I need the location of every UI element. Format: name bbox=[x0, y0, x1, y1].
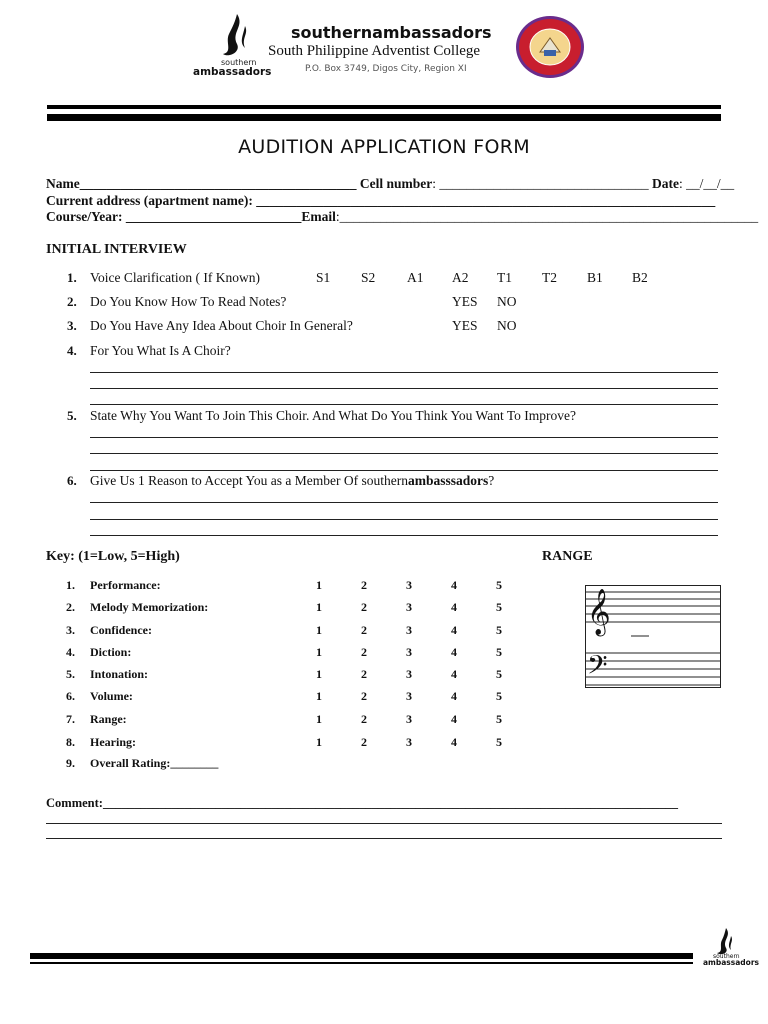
rating-option[interactable]: 5 bbox=[496, 623, 502, 637]
college-seal-icon bbox=[514, 14, 586, 80]
rating-option[interactable]: 2 bbox=[361, 623, 367, 637]
rating-label: Performance: bbox=[90, 578, 161, 592]
rating-label: Volume: bbox=[90, 689, 133, 703]
college-name: South Philippine Adventist College bbox=[268, 43, 481, 59]
name-row: Name_________________________________________ Cell number: _______________________________ Date: __/__/__ bbox=[46, 176, 735, 191]
footer-logo-word-southern: southern bbox=[713, 953, 740, 960]
rating-number: 7. bbox=[66, 712, 75, 726]
treble-clef-icon: 𝄞 bbox=[587, 589, 611, 635]
range-label: RANGE bbox=[542, 549, 593, 564]
rating-option[interactable]: 3 bbox=[406, 667, 412, 681]
footer-flame-logo-icon bbox=[712, 926, 742, 956]
rating-option[interactable]: 2 bbox=[361, 667, 367, 681]
rating-option[interactable]: 3 bbox=[406, 578, 412, 592]
form-title: AUDITION APPLICATION FORM bbox=[238, 136, 530, 158]
q5-answer-line-1[interactable] bbox=[90, 437, 718, 438]
q5-answer-line-3[interactable] bbox=[90, 470, 718, 471]
rating-label: Melody Memorization: bbox=[90, 600, 209, 614]
rating-option[interactable]: 4 bbox=[451, 689, 457, 703]
rating-option[interactable]: 5 bbox=[496, 689, 502, 703]
rating-option[interactable]: 4 bbox=[451, 623, 457, 637]
rating-option[interactable]: 4 bbox=[451, 578, 457, 592]
rating-option[interactable]: 5 bbox=[496, 735, 502, 749]
logo-word-ambassadors: ambassadors bbox=[193, 66, 272, 78]
cell-number-field[interactable]: : _______________________________ bbox=[432, 176, 649, 191]
header-rule-top bbox=[47, 105, 721, 109]
rating-option[interactable]: 5 bbox=[496, 600, 502, 614]
q5-answer-line-2[interactable] bbox=[90, 453, 718, 454]
rating-option[interactable]: 5 bbox=[496, 667, 502, 681]
flame-logo-icon bbox=[215, 12, 265, 60]
rating-number: 2. bbox=[66, 600, 75, 614]
voice-option-b2[interactable]: B2 bbox=[632, 270, 648, 285]
rating-label: Diction: bbox=[90, 645, 132, 659]
rating-option[interactable]: 1 bbox=[316, 645, 322, 659]
rating-option[interactable]: 2 bbox=[361, 600, 367, 614]
range-staff[interactable] bbox=[585, 585, 721, 689]
rating-number: 6. bbox=[66, 689, 75, 703]
email-field[interactable]: :______________________________________________________________ bbox=[335, 209, 759, 224]
q2-yes-option[interactable]: YES bbox=[452, 294, 478, 309]
q2-no-option[interactable]: NO bbox=[497, 294, 517, 309]
rating-option[interactable]: 3 bbox=[406, 735, 412, 749]
name-field[interactable]: _________________________________________ bbox=[79, 176, 357, 191]
q6-answer-line-3[interactable] bbox=[90, 535, 718, 536]
q6-answer-line-1[interactable] bbox=[90, 502, 718, 503]
rating-option[interactable]: 4 bbox=[451, 600, 457, 614]
rating-label: Confidence: bbox=[90, 623, 152, 637]
q4-text: For You What Is A Choir? bbox=[90, 343, 231, 358]
rating-option[interactable]: 5 bbox=[496, 645, 502, 659]
rating-option[interactable]: 1 bbox=[316, 712, 322, 726]
rating-option[interactable]: 5 bbox=[496, 712, 502, 726]
rating-number: 3. bbox=[66, 623, 75, 637]
rating-option[interactable]: 2 bbox=[361, 712, 367, 726]
rating-number: 1. bbox=[66, 578, 75, 592]
rating-option[interactable]: 3 bbox=[406, 623, 412, 637]
q1-number: 1. bbox=[67, 270, 77, 285]
q4-number: 4. bbox=[67, 343, 77, 358]
q2-text: Do You Know How To Read Notes? bbox=[90, 294, 287, 309]
org-name: southernambassadors bbox=[291, 23, 492, 42]
header-rule-bottom bbox=[47, 114, 721, 121]
rating-label: Range: bbox=[90, 712, 127, 726]
overall-rating-field[interactable]: Overall Rating:________ bbox=[90, 756, 219, 770]
voice-option-s2[interactable]: S2 bbox=[361, 270, 376, 285]
voice-option-a1[interactable]: A1 bbox=[407, 270, 424, 285]
rating-option[interactable]: 1 bbox=[316, 735, 322, 749]
logo-word-southern: southern bbox=[221, 58, 257, 67]
voice-option-t1[interactable]: T1 bbox=[497, 270, 512, 285]
footer-rule-thin bbox=[30, 962, 693, 964]
q3-number: 3. bbox=[67, 318, 77, 333]
comment-line-2[interactable] bbox=[46, 823, 722, 824]
q4-answer-line-1[interactable] bbox=[90, 372, 718, 373]
q4-answer-line-2[interactable] bbox=[90, 388, 718, 389]
overall-number: 9. bbox=[66, 756, 75, 770]
rating-option[interactable]: 1 bbox=[316, 578, 322, 592]
voice-option-b1[interactable]: B1 bbox=[587, 270, 603, 285]
address-field[interactable]: Current address (apartment name): ____________________________________________________________________ bbox=[46, 193, 716, 208]
comment-line-3[interactable] bbox=[46, 838, 722, 839]
rating-option[interactable]: 2 bbox=[361, 689, 367, 703]
voice-option-a2[interactable]: A2 bbox=[452, 270, 469, 285]
q4-answer-line-3[interactable] bbox=[90, 404, 718, 405]
rating-option[interactable]: 3 bbox=[406, 712, 412, 726]
bass-clef-icon: 𝄢 bbox=[587, 649, 608, 687]
rating-option[interactable]: 1 bbox=[316, 689, 322, 703]
key-label: Key: (1=Low, 5=High) bbox=[46, 549, 180, 564]
course-year-field[interactable]: Course/Year: __________________________ bbox=[46, 209, 302, 224]
footer-rule-thick bbox=[30, 953, 693, 959]
college-address: P.O. Box 3749, Digos City, Region XI bbox=[305, 64, 467, 74]
rating-option[interactable]: 3 bbox=[406, 645, 412, 659]
course-email-row: Course/Year: __________________________Email:______________________________________________________________ bbox=[46, 209, 759, 224]
rating-option[interactable]: 4 bbox=[451, 735, 457, 749]
q6-answer-line-2[interactable] bbox=[90, 519, 718, 520]
footer-logo-word-ambassadors: ambassadors bbox=[703, 958, 759, 967]
rating-label: Intonation: bbox=[90, 667, 149, 681]
rating-option[interactable]: 3 bbox=[406, 689, 412, 703]
rating-number: 5. bbox=[66, 667, 75, 681]
rating-option[interactable]: 1 bbox=[316, 600, 322, 614]
q3-text: Do You Have Any Idea About Choir In General? bbox=[90, 318, 353, 333]
rating-label: Hearing: bbox=[90, 735, 136, 749]
rating-option[interactable]: 3 bbox=[406, 600, 412, 614]
rating-number: 8. bbox=[66, 735, 75, 749]
rating-option[interactable]: 4 bbox=[451, 667, 457, 681]
rating-option[interactable]: 2 bbox=[361, 578, 367, 592]
voice-option-t2[interactable]: T2 bbox=[542, 270, 557, 285]
rating-option[interactable]: 1 bbox=[316, 667, 322, 681]
q3-no-option[interactable]: NO bbox=[497, 318, 517, 333]
rating-option[interactable]: 1 bbox=[316, 623, 322, 637]
q2-number: 2. bbox=[67, 294, 77, 309]
rating-option[interactable]: 5 bbox=[496, 578, 502, 592]
rating-option[interactable]: 4 bbox=[451, 645, 457, 659]
interview-heading: INITIAL INTERVIEW bbox=[46, 242, 187, 257]
q1-text: Voice Clarification ( If Known) bbox=[90, 270, 260, 285]
q5-text: State Why You Want To Join This Choir. And What Do You Think You Want To Improve? bbox=[90, 408, 576, 423]
q6-text: Give Us 1 Reason to Accept You as a Member Of southernambasssadors? bbox=[90, 473, 495, 488]
comment-row: Comment:____________________________________________________________________________________________ bbox=[46, 796, 678, 810]
q5-number: 5. bbox=[67, 408, 77, 423]
rating-option[interactable]: 4 bbox=[451, 712, 457, 726]
comment-field[interactable]: ____________________________________________________________________________________________ bbox=[102, 796, 678, 810]
q6-number: 6. bbox=[67, 473, 77, 488]
rating-option[interactable]: 2 bbox=[361, 645, 367, 659]
rating-option[interactable]: 2 bbox=[361, 735, 367, 749]
voice-option-s1[interactable]: S1 bbox=[316, 270, 331, 285]
q3-yes-option[interactable]: YES bbox=[452, 318, 478, 333]
rating-number: 4. bbox=[66, 645, 75, 659]
date-field[interactable]: : __/__/__ bbox=[679, 176, 735, 191]
